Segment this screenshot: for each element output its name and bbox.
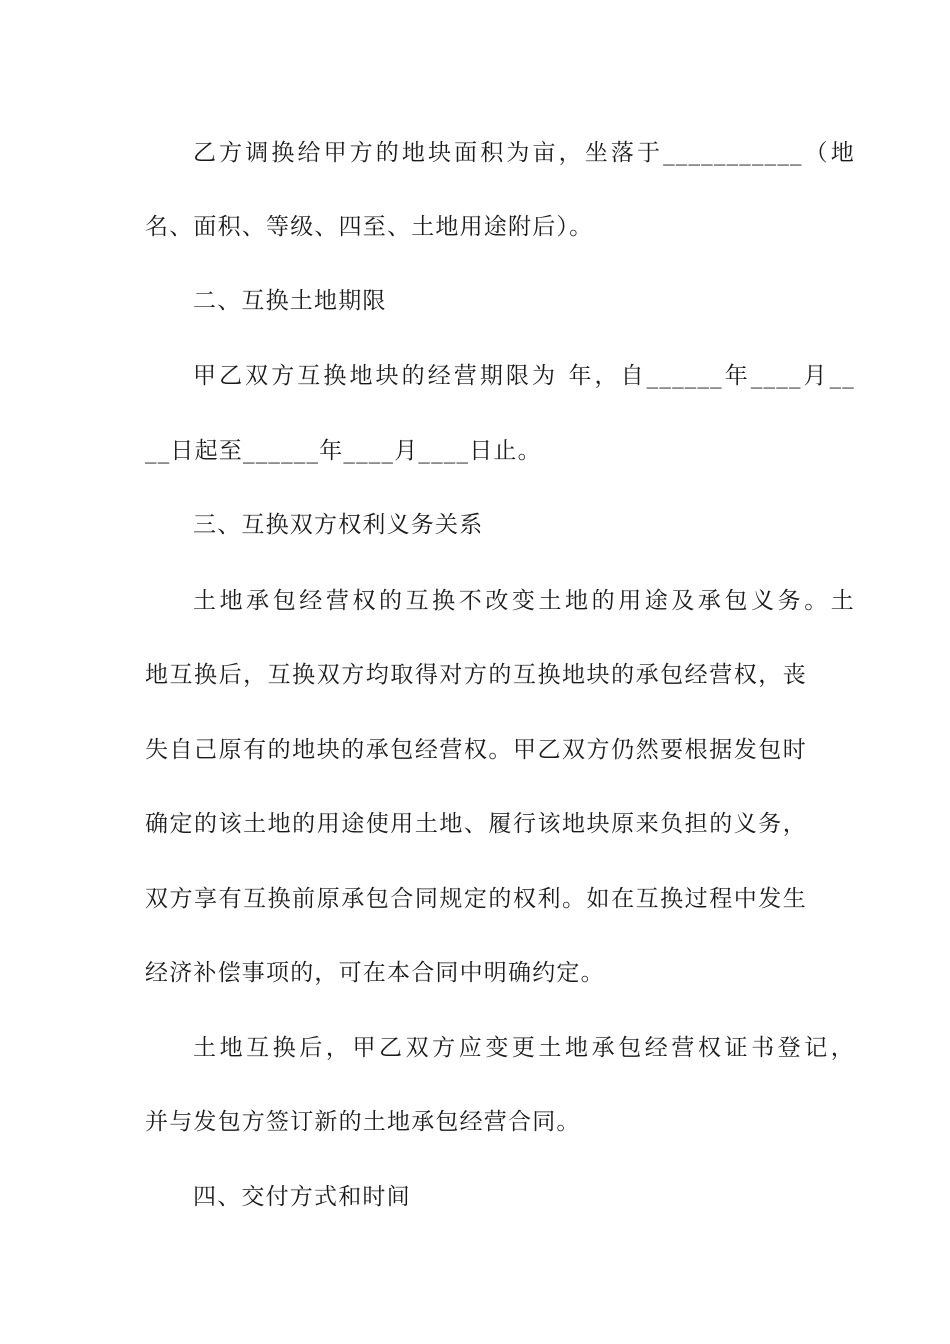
- paragraph-1-line-1: [145, 138, 855, 168]
- fill-in-blank: ___________: [663, 140, 803, 166]
- paragraph-3-line-3: 失自己原有的地块的承包经营权。甲乙双方仍然要根据发包时: [145, 737, 807, 763]
- paragraph-4-line-1: 土地互换后，甲乙双方应变更土地承包经营权证书登记，: [193, 1035, 855, 1061]
- text-segment: （地: [802, 140, 855, 166]
- paragraph-1-line-2: 名、面积、等级、四至、土地用途附后）。: [145, 214, 594, 240]
- paragraph-2-line-2: __日起至______年____月____日止。: [145, 438, 542, 464]
- paragraph-2-line-1: 甲乙双方互换地块的经营期限为 年，自______年____月__: [193, 363, 855, 389]
- section-heading-2: 二、互换土地期限: [193, 288, 387, 314]
- section-heading-4: 四、交付方式和时间: [193, 1184, 411, 1210]
- paragraph-3-line-2: 地互换后，互换双方均取得对方的互换地块的承包经营权，丧: [145, 662, 807, 688]
- paragraph-3-line-4: 确定的该土地的用途使用土地、履行该地块原来负担的义务，: [145, 811, 807, 837]
- paragraph-3-line-5: 双方享有互换前原承包合同规定的权利。如在互换过程中发生: [145, 886, 807, 912]
- paragraph-3-line-6: 经济补偿事项的，可在本合同中明确约定。: [145, 960, 605, 986]
- section-heading-3: 三、互换双方权利义务关系: [193, 512, 484, 538]
- paragraph-4-line-2: 并与发包方签订新的土地承包经营合同。: [145, 1109, 581, 1135]
- paragraph-3-line-1: 土地承包经营权的互换不改变土地的用途及承包义务。土: [193, 588, 855, 614]
- text-segment: 乙方调换给甲方的地块面积为亩，坐落于: [193, 140, 664, 166]
